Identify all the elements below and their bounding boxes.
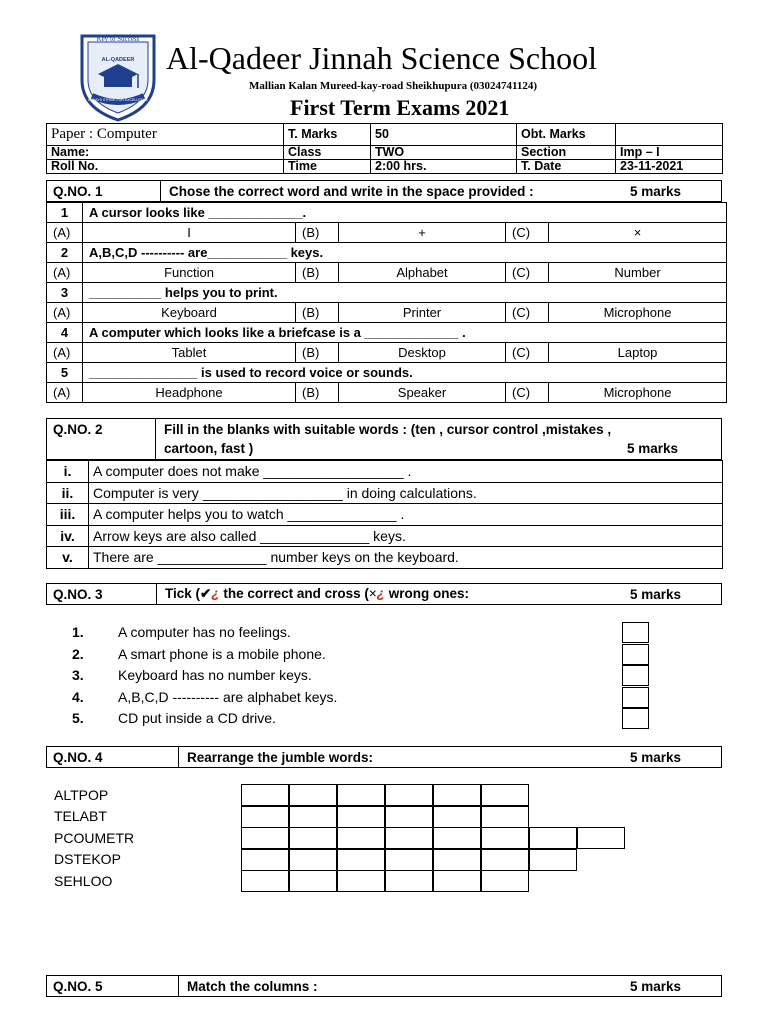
- jumbled-word: DSTEKOP: [54, 851, 121, 867]
- q1-header: [46, 180, 722, 202]
- exam-title: First Term Exams 2021: [290, 95, 510, 120]
- letter-box[interactable]: [481, 784, 529, 806]
- fill-blank-number: iii.: [47, 504, 89, 526]
- class-label: Class: [284, 146, 371, 160]
- option-a[interactable]: Headphone: [83, 383, 296, 403]
- mcq-question-row: [47, 363, 727, 383]
- section-label: Section: [517, 146, 616, 160]
- statement-text: A computer has no feelings.: [118, 624, 291, 640]
- q3-instruction-b: the correct and cross (: [219, 586, 369, 601]
- school-address: Mallian Kalan Mureed-kay-road Sheikhupura (03024741124): [249, 80, 538, 92]
- letter-box[interactable]: [241, 784, 289, 806]
- statement-number: 3.: [72, 667, 84, 683]
- letter-box[interactable]: [433, 806, 481, 828]
- letter-box[interactable]: [241, 849, 289, 871]
- mcq-question-number: 1: [47, 203, 83, 223]
- option-c[interactable]: ×: [549, 223, 727, 243]
- fill-blank-number: ii.: [47, 482, 89, 504]
- class-value: TWO: [371, 146, 517, 160]
- date-value: 23-11-2021: [616, 160, 723, 174]
- fill-blank-number: iv.: [47, 525, 89, 547]
- letter-box[interactable]: [289, 827, 337, 849]
- tick-box[interactable]: [622, 644, 649, 665]
- true-false-statement: [72, 710, 276, 726]
- statement-text: Keyboard has no number keys.: [118, 667, 312, 683]
- tick-box[interactable]: [622, 687, 649, 708]
- option-c-label: (C): [506, 383, 549, 403]
- name-field[interactable]: Name:: [47, 146, 284, 160]
- fill-blank-sentence[interactable]: Computer is very __________________ in doing calculations.: [89, 482, 723, 504]
- time-label: Time: [284, 160, 371, 174]
- letter-box[interactable]: [337, 849, 385, 871]
- fill-blank-row: [47, 504, 723, 526]
- mcq-question-text: __________ helps you to print.: [83, 283, 727, 303]
- cross-mark-icon: ×: [368, 586, 377, 601]
- fill-blank-row: [47, 461, 723, 483]
- q3-header: [46, 583, 722, 605]
- letter-box[interactable]: [337, 870, 385, 892]
- jumbled-word: ALTPOP: [54, 787, 109, 803]
- q3-instruction-a: Tick (: [165, 586, 201, 601]
- option-b[interactable]: Desktop: [339, 343, 506, 363]
- letter-box[interactable]: [481, 849, 529, 871]
- mcq-options-row: [47, 303, 727, 323]
- q3-number: Q.NO. 3: [47, 584, 157, 604]
- mcq-options-row: [47, 383, 727, 403]
- option-c-label: (C): [506, 223, 549, 243]
- option-c[interactable]: Number: [549, 263, 727, 283]
- student-info-table: [46, 123, 723, 174]
- tick-mark-icon: ✔: [200, 586, 212, 601]
- letter-box[interactable]: [385, 806, 433, 828]
- fill-blank-number: i.: [47, 461, 89, 483]
- option-c-label: (C): [506, 303, 549, 323]
- jumbled-word: SEHLOO: [54, 873, 113, 889]
- mcq-options-row: [47, 223, 727, 243]
- true-false-statement: [72, 689, 337, 705]
- jumbled-word: TELABT: [54, 808, 107, 824]
- option-b-label: (B): [296, 343, 339, 363]
- statement-text: A,B,C,D ---------- are alphabet keys.: [118, 689, 338, 705]
- fill-blank-row: [47, 525, 723, 547]
- option-b[interactable]: Alphabet: [339, 263, 506, 283]
- fill-blank-sentence[interactable]: A computer helps you to watch ______________ .: [89, 504, 723, 526]
- mcq-question-number: 2: [47, 243, 83, 263]
- letter-box[interactable]: [289, 849, 337, 871]
- letter-box[interactable]: [481, 827, 529, 849]
- letter-box[interactable]: [385, 784, 433, 806]
- letter-box[interactable]: [481, 806, 529, 828]
- letter-box[interactable]: [337, 784, 385, 806]
- svg-text:Key to Success: Key to Success: [96, 35, 140, 43]
- letter-box[interactable]: [433, 849, 481, 871]
- letter-box[interactable]: [433, 870, 481, 892]
- q4-instruction: Rearrange the jumble words:: [187, 749, 374, 765]
- option-b[interactable]: Speaker: [339, 383, 506, 403]
- q3-instruction-c: wrong ones:: [385, 586, 470, 601]
- date-label: T. Date: [517, 160, 616, 174]
- letter-box[interactable]: [433, 784, 481, 806]
- mcq-options-row: [47, 343, 727, 363]
- q5-instruction: Match the columns :: [187, 978, 318, 994]
- fill-blank-row: [47, 482, 723, 504]
- letter-box[interactable]: [241, 806, 289, 828]
- option-b-label: (B): [296, 383, 339, 403]
- option-a-label: (A): [47, 383, 83, 403]
- letter-box[interactable]: [289, 806, 337, 828]
- letter-box[interactable]: [289, 870, 337, 892]
- statement-number: 1.: [72, 624, 84, 640]
- statement-number: 2.: [72, 646, 84, 662]
- fill-blank-sentence[interactable]: A computer does not make __________________ .: [89, 461, 723, 483]
- mcq-question-row: [47, 283, 727, 303]
- q2-marks: 5 marks: [627, 441, 679, 456]
- roll-no-field[interactable]: Roll No.: [47, 160, 284, 174]
- option-c[interactable]: Microphone: [549, 383, 727, 403]
- jumbled-word: PCOUMETR: [54, 830, 135, 846]
- tick-box[interactable]: [622, 622, 649, 643]
- q4-marks: 5 marks: [629, 749, 681, 765]
- mcq-question-row: [47, 323, 727, 343]
- q4-number: Q.NO. 4: [47, 747, 179, 767]
- true-false-statement: [72, 624, 291, 640]
- true-false-statement: [72, 646, 326, 662]
- tick-box[interactable]: [622, 665, 649, 686]
- mcq-question-text: A cursor looks like _____________.: [83, 203, 727, 223]
- q4-header: [46, 746, 722, 768]
- mcq-question-number: 5: [47, 363, 83, 383]
- q5-marks: 5 marks: [629, 978, 681, 994]
- option-a[interactable]: Keyboard: [83, 303, 296, 323]
- statement-text: CD put inside a CD drive.: [118, 710, 276, 726]
- letter-box[interactable]: [337, 827, 385, 849]
- letter-box[interactable]: [433, 827, 481, 849]
- q5-header: [46, 975, 722, 997]
- mcq-question-text: A,B,C,D ---------- are___________ keys.: [83, 243, 727, 263]
- letter-box[interactable]: [529, 827, 577, 849]
- fill-blank-number: v.: [47, 547, 89, 569]
- section-value: Imp – I: [616, 146, 723, 160]
- statement-number: 5.: [72, 710, 84, 726]
- option-a[interactable]: I: [83, 223, 296, 243]
- option-c-label: (C): [506, 263, 549, 283]
- statement-text: A smart phone is a mobile phone.: [118, 646, 326, 662]
- q2-header: [46, 418, 722, 460]
- true-false-statement: [72, 667, 312, 683]
- q3-marks: 5 marks: [629, 586, 681, 602]
- q2-instruction-line2: cartoon, fast ): [164, 441, 254, 456]
- mcq-question-text: _______________ is used to record voice or sounds.: [83, 363, 727, 383]
- option-b-label: (B): [296, 263, 339, 283]
- fill-blank-sentence[interactable]: Arrow keys are also called ______________ keys.: [89, 525, 723, 547]
- letter-box[interactable]: [337, 806, 385, 828]
- letter-box[interactable]: [529, 849, 577, 871]
- obtained-marks-value[interactable]: [616, 124, 723, 146]
- option-a-label: (A): [47, 343, 83, 363]
- letter-box[interactable]: [241, 870, 289, 892]
- option-b[interactable]: Printer: [339, 303, 506, 323]
- option-b-label: (B): [296, 303, 339, 323]
- option-c[interactable]: Laptop: [549, 343, 727, 363]
- option-b[interactable]: +: [339, 223, 506, 243]
- q1-instruction: Chose the correct word and write in the space provided :: [169, 183, 534, 199]
- option-a-label: (A): [47, 303, 83, 323]
- option-c[interactable]: Microphone: [549, 303, 727, 323]
- letter-box[interactable]: [241, 827, 289, 849]
- letter-box[interactable]: [385, 870, 433, 892]
- paper-label: Paper : Computer: [47, 124, 284, 146]
- mcq-question-number: 3: [47, 283, 83, 303]
- statement-number: 4.: [72, 689, 84, 705]
- q1-marks: 5 marks: [629, 183, 681, 199]
- q2-instruction-line1: Fill in the blanks with suitable words : (ten , cursor control ,mistakes ,: [164, 422, 612, 437]
- svg-text:ALWAYS STRIVE FOR EXCELLENCE: ALWAYS STRIVE FOR EXCELLENCE: [87, 98, 149, 102]
- q3-instruction: [157, 586, 630, 602]
- svg-text:AL-QADEER: AL-QADEER: [101, 57, 135, 63]
- tick-box[interactable]: [622, 708, 649, 729]
- q2-number: Q.NO. 2: [47, 419, 156, 459]
- letter-box[interactable]: [385, 827, 433, 849]
- fill-blanks-table: [46, 460, 723, 569]
- mcq-question-row: [47, 203, 727, 223]
- total-marks-value: 50: [371, 124, 517, 146]
- letter-box[interactable]: [481, 870, 529, 892]
- mcq-question-number: 4: [47, 323, 83, 343]
- mcq-options-row: [47, 263, 727, 283]
- time-value: 2:00 hrs.: [371, 160, 517, 174]
- option-a-label: (A): [47, 223, 83, 243]
- q1-number: Q.NO. 1: [47, 181, 161, 201]
- red-glyph-icon: ¿: [376, 586, 386, 601]
- letter-box[interactable]: [385, 849, 433, 871]
- fill-blank-sentence[interactable]: There are ______________ number keys on the keyboard.: [89, 547, 723, 569]
- option-a[interactable]: Tablet: [83, 343, 296, 363]
- mcq-question-text: A computer which looks like a briefcase is a _____________ .: [83, 323, 727, 343]
- letter-box[interactable]: [577, 827, 625, 849]
- school-logo: [74, 30, 162, 122]
- option-c-label: (C): [506, 343, 549, 363]
- mcq-table: [46, 202, 727, 403]
- red-glyph-icon: ¿: [211, 586, 220, 601]
- option-a-label: (A): [47, 263, 83, 283]
- total-marks-label: T. Marks: [284, 124, 371, 146]
- q5-number: Q.NO. 5: [47, 976, 179, 996]
- letter-box[interactable]: [289, 784, 337, 806]
- option-a[interactable]: Function: [83, 263, 296, 283]
- fill-blank-row: [47, 547, 723, 569]
- mcq-question-row: [47, 243, 727, 263]
- school-name: Al-Qadeer Jinnah Science School: [166, 40, 597, 76]
- obtained-marks-label: Obt. Marks: [517, 124, 616, 146]
- option-b-label: (B): [296, 223, 339, 243]
